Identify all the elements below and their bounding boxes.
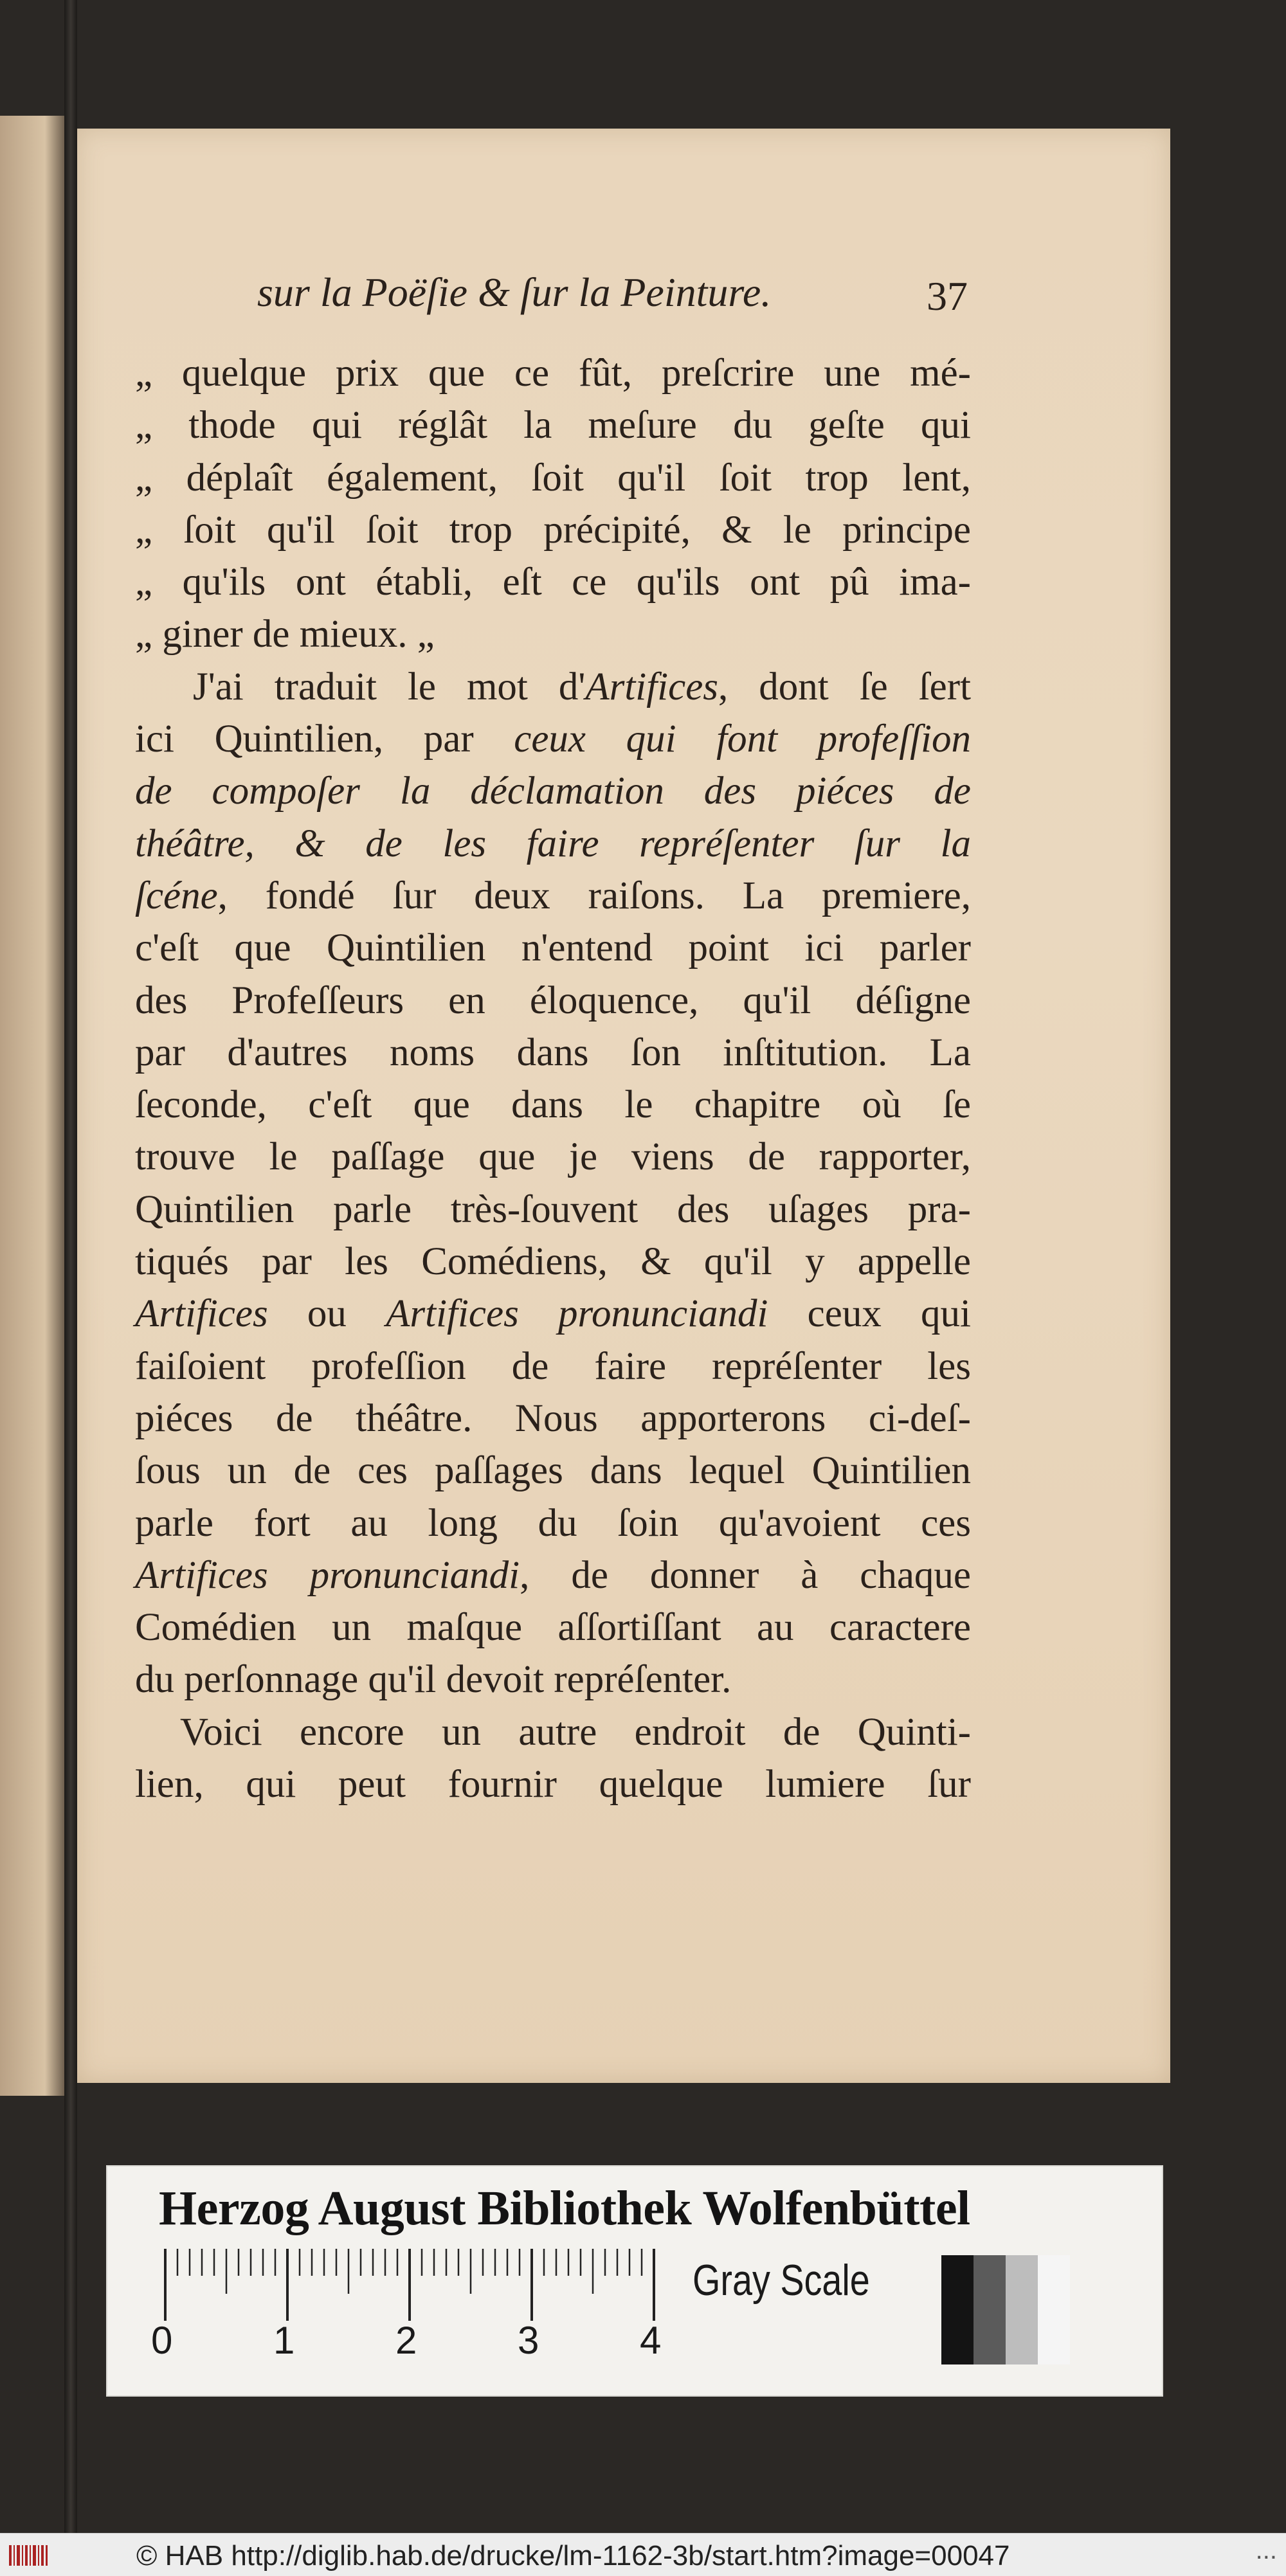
ruler-label: 4	[640, 2319, 662, 2362]
ruler-label: 2	[395, 2319, 417, 2362]
viewer-footer	[0, 2533, 1286, 2576]
page-number: 37	[927, 273, 968, 319]
italic-term: Artifices pronunciandi	[135, 1553, 520, 1597]
text-run: ici Quintilien, par	[135, 717, 514, 761]
text-line: „ thode qui réglât la meſure du geſte qui	[135, 404, 971, 447]
text-line	[135, 661, 971, 713]
text-line: par d'autres noms dans ſon inſtitution. La	[135, 1031, 971, 1074]
ruler-label: 3	[518, 2319, 539, 2362]
text-line: Quintilien parle très-ſouvent des uſages pra-	[135, 1187, 971, 1231]
running-head-title: sur la Poëſie & ſur la Peinture.	[257, 269, 772, 315]
text-run: , fondé ſur deux raiſons. La premiere,	[217, 874, 971, 917]
gray-swatch	[941, 2255, 974, 2364]
text-line: c'eſt que Quintilien n'entend point ici parler	[135, 926, 971, 970]
text-run: ceux qui	[768, 1292, 971, 1336]
hab-logo-icon	[6, 2541, 51, 2570]
gray-swatch	[974, 2255, 1006, 2364]
book-gutter	[64, 0, 77, 2533]
text-line: de compoſer la déclamation des piéces de	[135, 770, 971, 813]
gray-swatch	[1038, 2255, 1070, 2364]
facing-page-edge	[0, 116, 64, 2096]
text-line: „ quelque prix que ce fût, preſcrire une mé-	[135, 352, 971, 395]
text-line: „ giner de mieux. „	[135, 613, 435, 656]
text-line: piéces de théâtre. Nous apporterons ci-deſ-	[135, 1396, 971, 1440]
ruler-label: 1	[273, 2319, 295, 2362]
text-run: , de donner à chaque	[520, 1553, 972, 1597]
text-line: théâtre, & de les faire repréſenter ſur la	[135, 822, 971, 865]
ruler-scale	[146, 2244, 699, 2321]
italic-phrase: ſcéne	[135, 874, 218, 917]
italic-term: Artifices pronunciandi	[386, 1292, 768, 1336]
text-line: „ ſoit qu'il ſoit trop précipité, & le principe	[135, 508, 971, 552]
text-line: ſeconde, c'eſt que dans le chapitre où ſe	[135, 1083, 971, 1127]
text-line: „ déplaît également, ſoit qu'il ſoit trop lent,	[135, 456, 971, 500]
text-line: faiſoient profeſſion de faire repréſenter les	[135, 1344, 971, 1388]
text-line: „ qu'ils ont établi, eſt ce qu'ils ont pû ima-	[135, 561, 971, 604]
text-run: J'ai traduit le mot d'	[193, 665, 586, 708]
library-name: Herzog August Bibliothek Wolfenbüttel	[159, 2181, 970, 2235]
text-line	[135, 870, 971, 922]
text-run: , dont ſe ſert	[718, 665, 971, 708]
body-text	[135, 347, 971, 1810]
running-head	[257, 269, 968, 327]
text-line: des Profeſſeurs en éloquence, qu'il déſigne	[135, 978, 971, 1022]
italic-phrase: ceux qui font profeſſion	[514, 717, 971, 761]
ruler-label: 0	[151, 2319, 173, 2362]
more-menu-icon[interactable]: ...	[1255, 2536, 1277, 2564]
text-line: du perſonnage qu'il devoit repréſenter.	[135, 1658, 732, 1702]
text-line: Comédien un maſque aſſortiſſant au caractere	[135, 1606, 971, 1650]
gray-scale-swatches	[941, 2255, 1070, 2364]
source-link[interactable]: © HAB http://diglib.hab.de/drucke/lm-1162-3b/start.htm?image=00047	[136, 2540, 1010, 2571]
italic-term: Artifices	[135, 1292, 268, 1336]
text-line	[135, 1288, 971, 1340]
text-line: ſous un de ces paſſages dans lequel Quintilien	[135, 1449, 971, 1493]
text-line	[135, 713, 971, 765]
text-line: Voici encore un autre endroit de Quinti-	[180, 1710, 971, 1754]
gray-scale-label: Gray Scale	[693, 2256, 870, 2305]
text-line: trouve le paſſage que je viens de rapporter,	[135, 1135, 971, 1179]
gray-swatch	[1006, 2255, 1038, 2364]
text-line: tiqués par les Comédiens, & qu'il y appelle	[135, 1240, 971, 1284]
color-calibration-card	[106, 2165, 1163, 2397]
text-line: parle fort au long du ſoin qu'avoient ces	[135, 1501, 971, 1545]
text-line	[135, 1549, 971, 1601]
text-run: ou	[267, 1292, 386, 1336]
text-line: lien, qui peut fournir quelque lumiere ſur	[135, 1763, 971, 1806]
italic-term: Artifices	[585, 665, 719, 708]
